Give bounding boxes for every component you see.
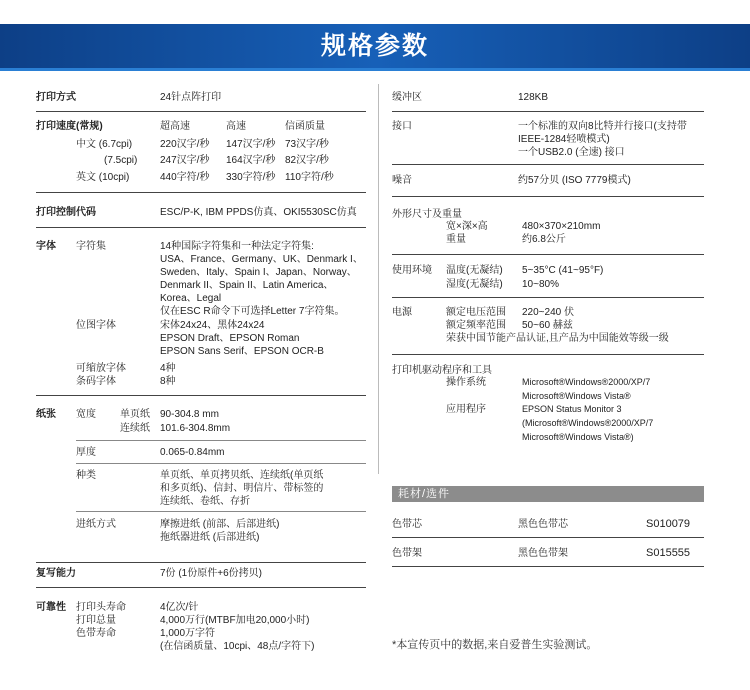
continuous-label: 连续纸 xyxy=(120,423,150,434)
driver-label: 打印机驱动程序和工具 xyxy=(392,365,492,376)
divider xyxy=(392,297,704,298)
speed-label: 打印速度(常规) xyxy=(36,121,103,132)
copy-capability-label: 复写能力 xyxy=(36,568,76,579)
power-label: 电源 xyxy=(392,307,412,318)
speed-row-value: 247汉字/秒 xyxy=(160,155,210,166)
cut-sheet-value: 90-304.8 mm xyxy=(160,409,219,420)
barcode-font-label: 条码字体 xyxy=(76,376,116,387)
font-label: 字体 xyxy=(36,241,56,252)
scalable-font-label: 可缩放字体 xyxy=(76,363,126,374)
control-code-value: ESC/P-K, IBM PPDS仿真、OKI5530SC仿真 xyxy=(160,207,357,218)
application-label: 应用程序 xyxy=(446,404,486,415)
continuous-value: 101.6-304.8mm xyxy=(160,423,231,434)
divider xyxy=(76,440,366,441)
divider xyxy=(36,227,366,228)
humidity-label: 湿度(无凝结) xyxy=(446,279,503,290)
consumable-desc: 黑色色带架 xyxy=(518,548,568,559)
speed-col-letter: 信函质量 xyxy=(285,121,325,132)
divider xyxy=(36,562,366,563)
barcode-font-value: 8种 xyxy=(160,376,176,387)
speed-row-value: 330字符/秒 xyxy=(226,172,276,183)
speed-row-lang: 中文 (6.7cpi) xyxy=(76,139,133,150)
speed-row-value: 82汉字/秒 xyxy=(285,155,329,166)
divider xyxy=(36,395,366,396)
scalable-font-value: 4种 xyxy=(160,363,176,374)
head-life-value: 4亿次/针 xyxy=(160,602,199,613)
consumable-code: S015555 xyxy=(646,547,691,559)
interface-label: 接口 xyxy=(392,121,412,132)
bitmap-font-line: EPSON Sans Serif、EPSON OCR-B xyxy=(160,346,324,357)
speed-row-value: 440字符/秒 xyxy=(160,172,210,183)
print-method-value: 24针点阵打印 xyxy=(160,92,222,103)
paper-label: 纸张 xyxy=(36,409,56,420)
speed-row-value: 147汉字/秒 xyxy=(226,139,276,150)
dimensions-label: 外形尺寸及重量 xyxy=(392,209,462,220)
humidity-value: 10~80% xyxy=(522,279,559,290)
divider xyxy=(36,111,366,112)
voltage-value: 220~240 伏 xyxy=(522,307,574,318)
bitmap-font-line: EPSON Draft、EPSON Roman xyxy=(160,333,300,344)
consumable-name: 色带芯 xyxy=(392,519,422,530)
speed-row-lang: 英文 (10cpi) xyxy=(76,172,130,183)
feed-method-line: 摩擦进纸 (前部、后部进纸) xyxy=(160,519,280,530)
charset-line: Denmark II、Spain II、Latin America、 xyxy=(160,280,334,291)
speed-row-lang: (7.5cpi) xyxy=(104,155,138,166)
consumable-name: 色带架 xyxy=(392,548,422,559)
divider xyxy=(36,192,366,193)
charset-line: 14种国际字符集和一种法定字符集: xyxy=(160,241,314,252)
bitmap-font-label: 位图字体 xyxy=(76,320,116,331)
charset-line: USA、France、Germany、UK、Denmark I、 xyxy=(160,254,363,265)
charset-line: Korea、Legal xyxy=(160,293,222,304)
application-line: (Microsoft®Windows®2000/XP/7 xyxy=(522,418,654,428)
temperature-value: 5~35°C (41~95°F) xyxy=(522,265,604,276)
consumable-code: S010079 xyxy=(646,518,691,530)
paper-types-line: 连续纸、卷纸、存折 xyxy=(160,496,250,507)
divider xyxy=(392,354,704,355)
print-total-value: 4,000万行(MTBF加电20,000小时) xyxy=(160,615,310,626)
speed-row-value: 73汉字/秒 xyxy=(285,139,329,150)
divider xyxy=(36,587,366,588)
frequency-label: 额定频率范围 xyxy=(446,320,506,331)
charset-line: 仅在ESC R命令下可选择Letter 7字符集。 xyxy=(160,306,345,317)
bitmap-font-line: 宋体24x24、黑体24x24 xyxy=(160,320,265,331)
os-label: 操作系统 xyxy=(446,377,486,388)
interface-line: 一个标准的双向8比特并行接口(支持带 xyxy=(518,121,687,132)
application-line: Microsoft®Windows Vista®) xyxy=(522,432,634,442)
page-title: 规格参数 xyxy=(320,32,429,60)
paper-types-line: 单页纸、单页拷贝纸、连续纸(单页纸 xyxy=(160,470,324,481)
speed-col-fast: 高速 xyxy=(226,121,246,132)
reliability-label: 可靠性 xyxy=(36,602,66,613)
cut-sheet-label: 单页纸 xyxy=(120,409,150,420)
application-line: EPSON Status Monitor 3 xyxy=(522,404,622,414)
divider xyxy=(392,254,704,255)
feed-method-label: 进纸方式 xyxy=(76,519,116,530)
divider xyxy=(392,196,704,197)
footnote: *本宣传页中的数据,来自爱普生实验测试。 xyxy=(392,639,598,651)
speed-col-superfast: 超高速 xyxy=(160,121,190,132)
os-line: Microsoft®Windows®2000/XP/7 xyxy=(522,377,651,387)
paper-types-line: 和多页纸)、信封、明信片、带标签的 xyxy=(160,483,324,494)
size-value: 480×370×210mm xyxy=(522,221,601,232)
charset-label: 字符集 xyxy=(76,241,106,252)
charset-line: Sweden、Italy、Spain I、Japan、Norway、 xyxy=(160,267,357,278)
control-code-label: 打印控制代码 xyxy=(36,207,96,218)
paper-types-label: 种类 xyxy=(76,470,96,481)
noise-label: 噪音 xyxy=(392,175,412,186)
divider xyxy=(392,537,704,538)
buffer-value: 128KB xyxy=(518,92,549,103)
ribbon-life-note: (在信函质量、10cpi、48点/字符下) xyxy=(160,641,315,652)
speed-row-value: 164汉字/秒 xyxy=(226,155,276,166)
title-banner xyxy=(0,24,750,72)
size-label: 宽×深×高 xyxy=(446,221,488,232)
os-line: Microsoft®Windows Vista® xyxy=(522,391,631,401)
thickness-value: 0.065-0.84mm xyxy=(160,447,225,458)
divider xyxy=(76,463,366,464)
divider xyxy=(392,164,704,165)
consumables-title: 耗材/选件 xyxy=(398,488,451,500)
weight-value: 约6.8公斤 xyxy=(522,234,566,245)
divider xyxy=(76,511,366,512)
energy-certification: 荣获中国节能产品认证,且产品为中国能效等级一级 xyxy=(446,333,669,344)
paper-width-label: 宽度 xyxy=(76,409,96,420)
ribbon-life-label: 色带寿命 xyxy=(76,628,116,639)
divider xyxy=(392,566,704,567)
print-total-label: 打印总量 xyxy=(76,615,116,626)
voltage-label: 额定电压范围 xyxy=(446,307,506,318)
thickness-label: 厚度 xyxy=(76,447,96,458)
buffer-label: 缓冲区 xyxy=(392,92,422,103)
interface-line: IEEE-1284轻喷模式) xyxy=(518,134,610,145)
feed-method-line: 拖纸器进纸 (后部进纸) xyxy=(160,532,260,543)
column-divider xyxy=(378,84,379,474)
head-life-label: 打印头寿命 xyxy=(76,602,126,613)
speed-row-value: 220汉字/秒 xyxy=(160,139,210,150)
speed-row-value: 110字符/秒 xyxy=(285,172,334,183)
interface-line: 一个USB2.0 (全速) 接口 xyxy=(518,147,625,158)
consumable-desc: 黑色色带芯 xyxy=(518,519,568,530)
noise-value: 约57分贝 (ISO 7779模式) xyxy=(518,175,631,186)
environment-label: 使用环境 xyxy=(392,265,432,276)
copy-capability-value: 7份 (1份原件+6份拷贝) xyxy=(160,568,262,579)
print-method-label: 打印方式 xyxy=(36,92,76,103)
ribbon-life-value: 1,000万字符 xyxy=(160,628,216,639)
divider xyxy=(392,111,704,112)
temperature-label: 温度(无凝结) xyxy=(446,265,503,276)
frequency-value: 50~60 赫兹 xyxy=(522,320,573,331)
weight-label: 重量 xyxy=(446,234,466,245)
